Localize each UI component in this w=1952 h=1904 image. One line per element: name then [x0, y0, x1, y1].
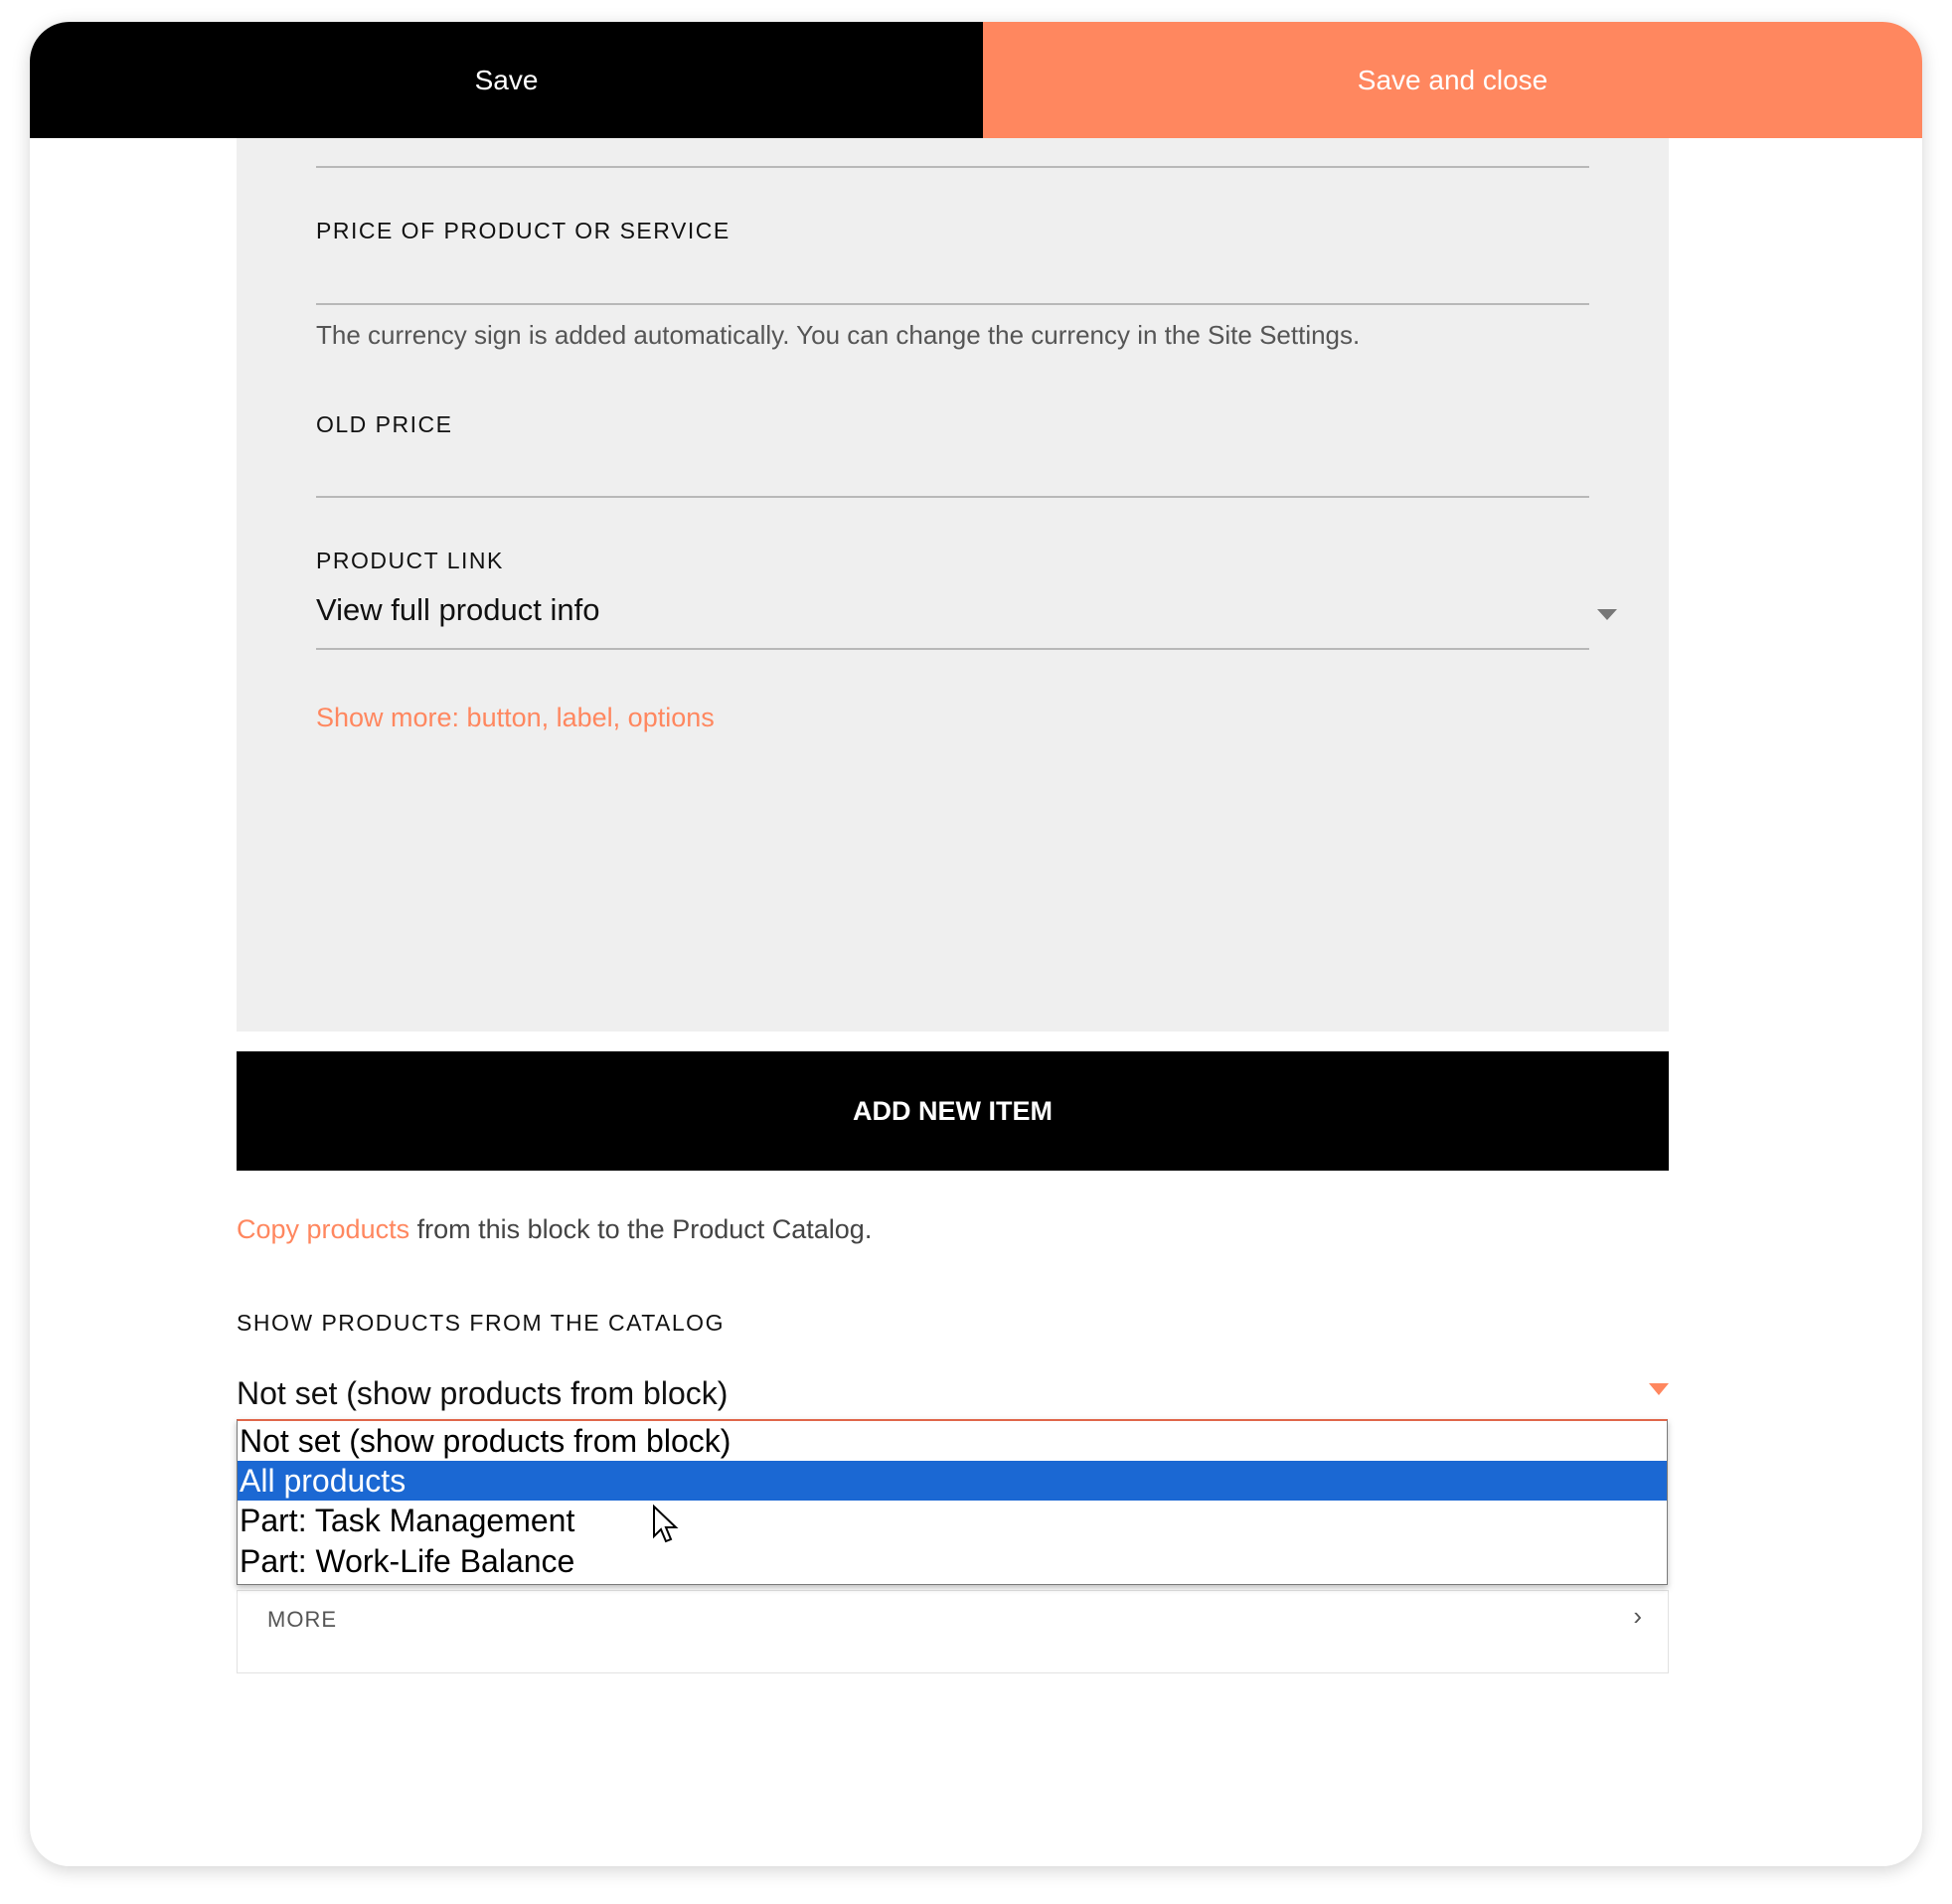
save-and-close-button[interactable]: Save and close [983, 22, 1922, 138]
product-link-label: PRODUCT LINK [316, 548, 504, 573]
old-price-input[interactable] [316, 442, 1593, 494]
triangle-down-icon[interactable] [1649, 1383, 1669, 1395]
add-new-item-button[interactable]: ADD NEW ITEM [237, 1051, 1669, 1171]
old-price-underline [316, 496, 1589, 498]
more-label: MORE [267, 1607, 337, 1632]
dropdown-option[interactable]: Not set (show products from block) [240, 1423, 732, 1459]
triangle-down-icon[interactable] [1597, 609, 1617, 620]
dropdown-option-highlighted[interactable]: All products [238, 1461, 1667, 1501]
catalog-label: SHOW PRODUCTS FROM THE CATALOG [237, 1310, 725, 1336]
divider [316, 166, 1589, 168]
mouse-pointer-icon [652, 1505, 680, 1544]
copy-products-link[interactable]: Copy products [237, 1214, 410, 1244]
action-bar [30, 22, 1922, 138]
catalog-dropdown-list [237, 1419, 1668, 1585]
price-label: PRICE OF PRODUCT OR SERVICE [316, 218, 731, 243]
dropdown-option[interactable]: Part: Work-Life Balance [240, 1543, 575, 1579]
product-link-underline [316, 648, 1589, 650]
catalog-select[interactable]: Not set (show products from block) [237, 1375, 729, 1411]
price-input[interactable] [316, 249, 1593, 301]
price-hint: The currency sign is added automatically. You can change the currency in the Site Settings. [316, 320, 1361, 350]
product-link-select[interactable]: View full product info [316, 592, 600, 627]
more-section[interactable] [237, 1590, 1669, 1673]
show-more-link[interactable]: Show more: button, label, options [316, 703, 715, 732]
old-price-label: OLD PRICE [316, 411, 453, 437]
copy-products-rest: from this block to the Product Catalog. [409, 1214, 873, 1244]
dropdown-option[interactable]: Part: Task Management [240, 1503, 575, 1538]
copy-products-text [237, 1214, 872, 1245]
price-underline [316, 303, 1589, 305]
product-item-panel [237, 116, 1669, 1031]
save-button[interactable]: Save [30, 22, 983, 138]
chevron-right-icon: › [1633, 1601, 1642, 1631]
